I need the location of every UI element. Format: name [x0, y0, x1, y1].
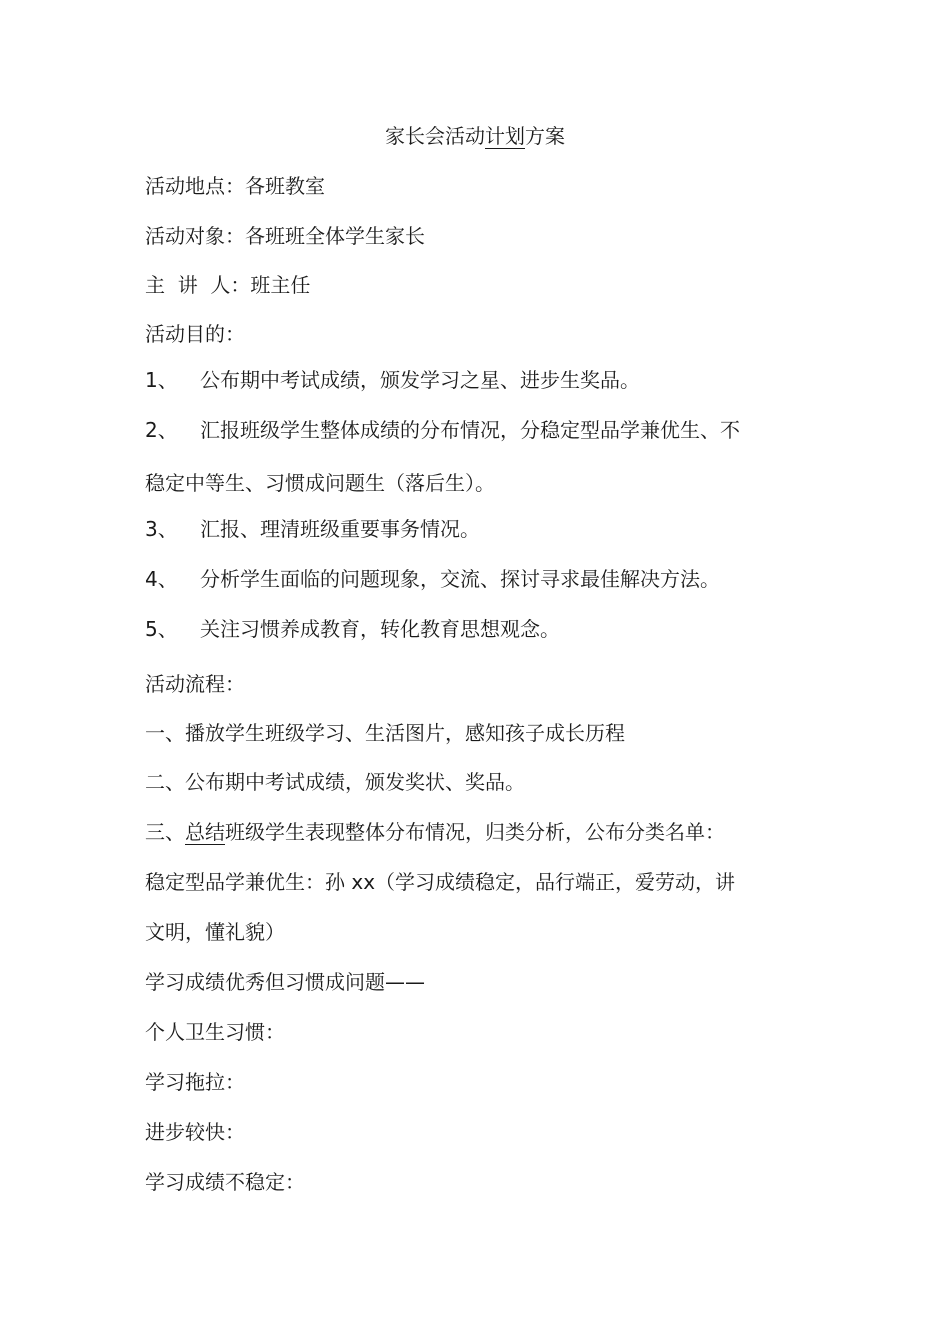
flow-step-3-prefix: 三、 [145, 820, 185, 844]
stable-students-line-1: 稳定型品学兼优生：孙 xx（学习成绩稳定，品行端正，爱劳动，讲 [145, 870, 736, 894]
activity-audience: 活动对象：各班班全体学生家长 [145, 224, 425, 248]
flow-step-3-text: 班级学生表现整体分布情况，归类分析，公布分类名单： [225, 820, 725, 844]
purpose-item-2 [145, 418, 740, 442]
title-text-start: 家长会活动 [385, 124, 485, 148]
title-text-end: 方案 [525, 124, 565, 148]
purpose-number: 1、 [145, 368, 178, 392]
flow-step-1: 一、播放学生班级学习、生活图片，感知孩子成长历程 [145, 721, 625, 745]
purpose-text: 汇报班级学生整体成绩的分布情况，分稳定型品学兼优生、不 [200, 418, 740, 442]
purpose-number: 2、 [145, 418, 178, 442]
purpose-item-3 [145, 517, 480, 541]
purpose-heading: 活动目的： [145, 322, 245, 346]
flow-step-3-underlined: 总结 [185, 820, 225, 844]
purpose-item-4 [145, 567, 720, 591]
flow-heading: 活动流程： [145, 672, 245, 696]
purpose-item-1 [145, 368, 640, 392]
flow-step-3 [145, 820, 725, 844]
document-title [0, 124, 950, 148]
activity-location: 活动地点：各班教室 [145, 174, 325, 198]
flow-step-2: 二、公布期中考试成绩，颁发奖状、奖品。 [145, 770, 525, 794]
activity-speaker: 主 讲 人：班主任 [145, 273, 311, 297]
category-fast-progress: 进步较快： [145, 1120, 245, 1144]
purpose-text: 公布期中考试成绩，颁发学习之星、进步生奖品。 [200, 368, 640, 392]
purpose-number: 5、 [145, 617, 178, 641]
purpose-text: 分析学生面临的问题现象，交流、探讨寻求最佳解决方法。 [200, 567, 720, 591]
category-hygiene: 个人卫生习惯： [145, 1020, 285, 1044]
category-good-grades-habit-issues: 学习成绩优秀但习惯成问题—— [145, 970, 425, 994]
purpose-item-5 [145, 617, 560, 641]
category-unstable-grades: 学习成绩不稳定： [145, 1170, 305, 1194]
purpose-item-2-continuation: 稳定中等生、习惯成问题生（落后生）。 [145, 471, 495, 495]
category-procrastination: 学习拖拉： [145, 1070, 245, 1094]
title-text-underlined: 计划 [485, 124, 525, 148]
stable-students-line-2: 文明，懂礼貌） [145, 920, 285, 944]
purpose-text: 汇报、理清班级重要事务情况。 [200, 517, 480, 541]
purpose-number: 4、 [145, 567, 178, 591]
purpose-text: 关注习惯养成教育，转化教育思想观念。 [200, 617, 560, 641]
purpose-number: 3、 [145, 517, 178, 541]
